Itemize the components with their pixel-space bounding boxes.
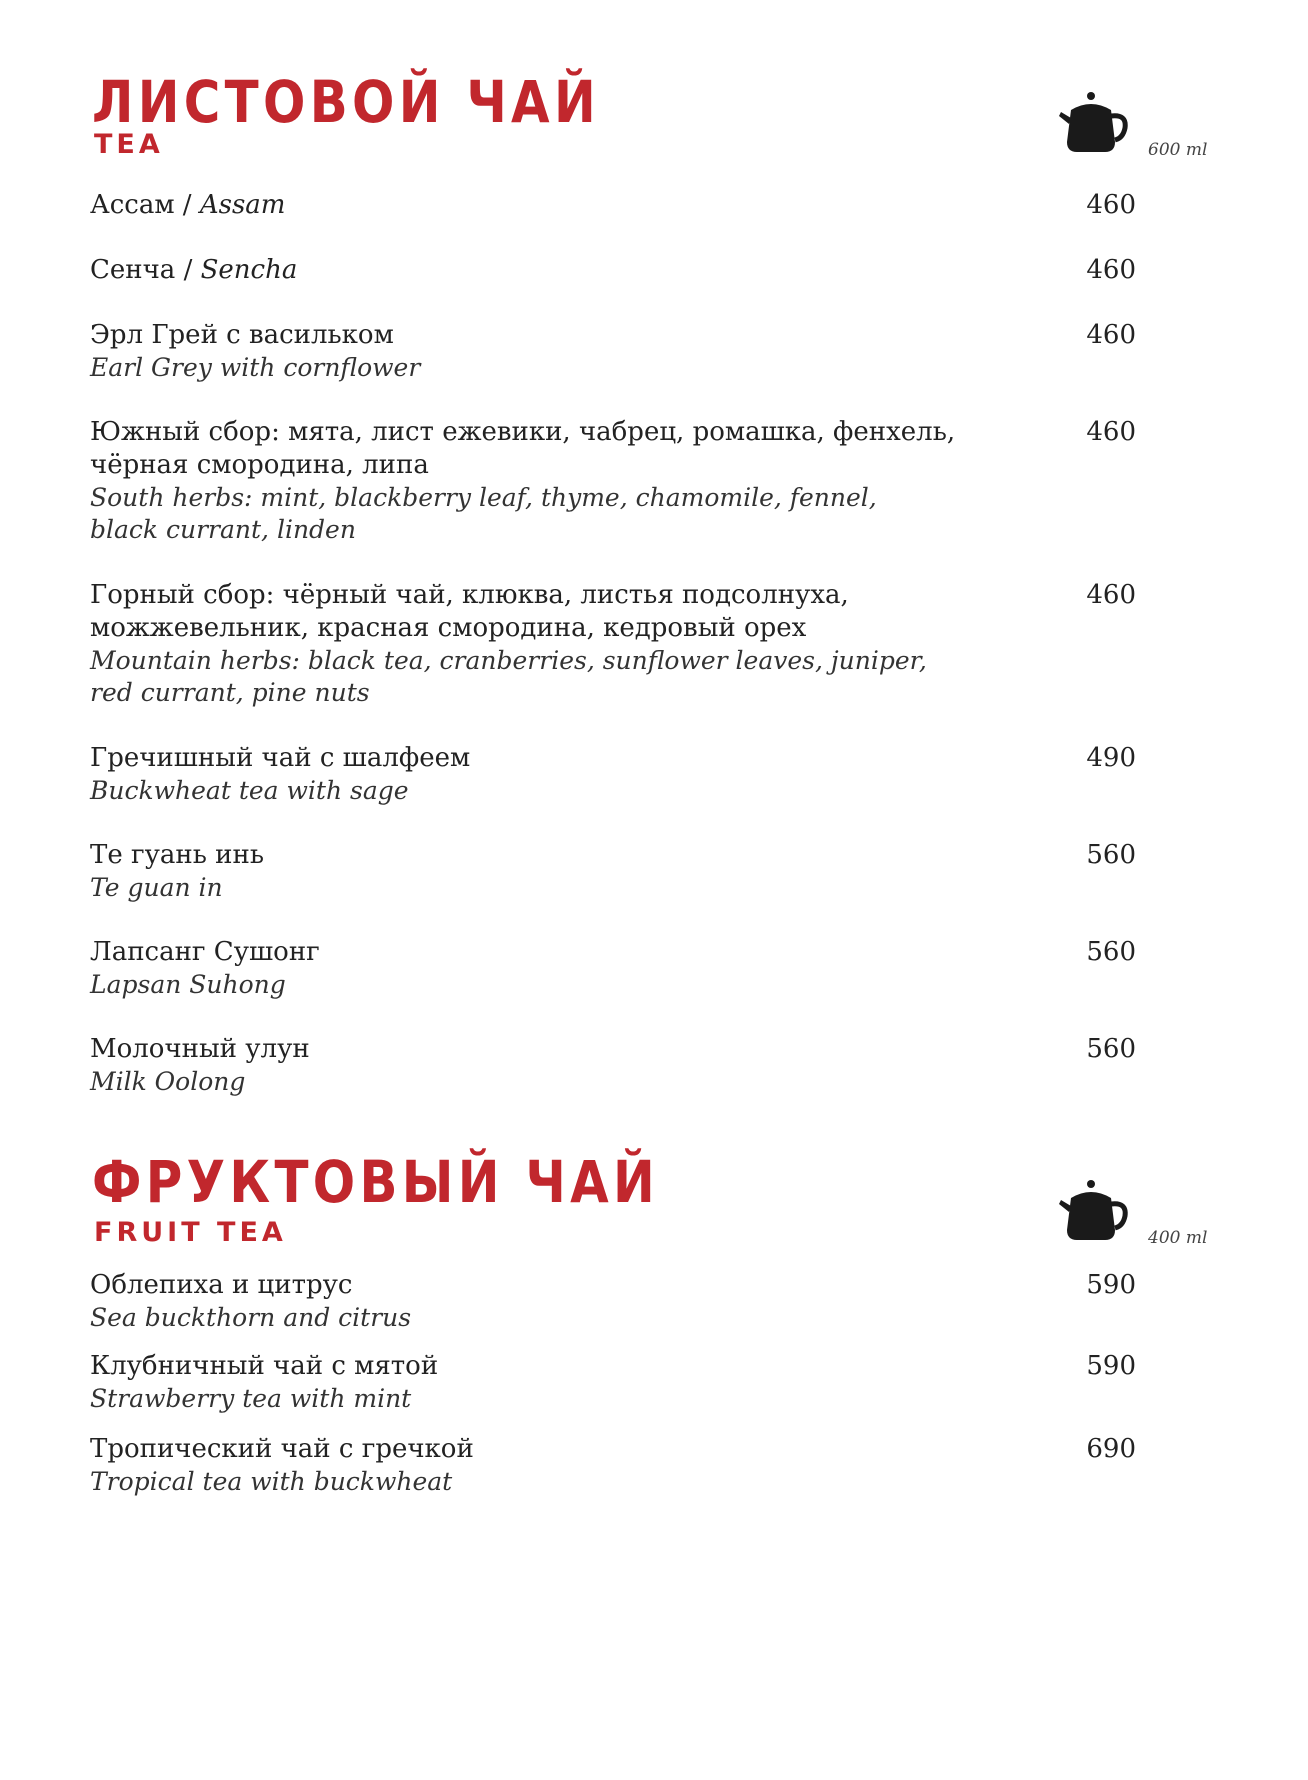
item-name: Лапсанг Сушонг	[90, 937, 320, 967]
menu-item	[90, 742, 1136, 807]
item-price: 460	[1086, 417, 1136, 447]
item-price: 560	[1086, 1034, 1136, 1064]
item-name-en: Milk Oolong	[90, 1067, 246, 1096]
item-alt-name: Assam	[199, 190, 286, 220]
item-price: 590	[1086, 1270, 1136, 1300]
item-price: 490	[1086, 743, 1136, 773]
menu-item	[90, 1433, 1136, 1498]
item-price: 590	[1086, 1351, 1136, 1381]
item-name-en: Strawberry tea with mint	[90, 1384, 412, 1413]
item-name: Клубничный чай с мятой	[90, 1351, 439, 1381]
item-name-en: Buckwheat tea with sage	[90, 776, 409, 805]
item-name-en: Sea buckthorn and citrus	[90, 1303, 412, 1332]
menu-item	[90, 579, 1136, 709]
item-price: 460	[1086, 320, 1136, 350]
item-alt-name: Sencha	[200, 255, 298, 285]
section-subtitle-fruit-tea: FRUIT TEA	[94, 1217, 287, 1248]
section-subtitle-tea: TEA	[94, 129, 164, 160]
menu-item: Ассам / Assam 460	[90, 190, 1136, 220]
teapot-icon	[1057, 90, 1129, 156]
item-name: Сенча	[90, 255, 176, 285]
volume-label: 400 ml	[1148, 1228, 1208, 1248]
menu-item	[90, 1350, 1136, 1415]
teapot-icon	[1057, 1178, 1129, 1244]
menu-item	[90, 1033, 1136, 1098]
item-name: Облепиха и цитрус	[90, 1270, 353, 1300]
item-price: 460	[1086, 580, 1136, 610]
item-name: Ассам	[90, 190, 175, 220]
item-price: 460	[1086, 255, 1136, 285]
item-name-en: Earl Grey with cornflower	[90, 353, 421, 382]
item-name-en: Mountain herbs: black tea, cranberries, sunflower leaves, juniper, red currant, pine nuts	[90, 646, 927, 707]
menu-item: Сенча / Sencha 460	[90, 255, 1136, 285]
item-name: Гречишный чай с шалфеем	[90, 743, 471, 773]
menu-item	[90, 839, 1136, 904]
section-title-fruit-tea: ФРУКТОВЫЙ ЧАЙ	[92, 1148, 660, 1216]
section-title-leaf-tea: ЛИСТОВОЙ ЧАЙ	[92, 68, 601, 136]
menu-item	[90, 319, 1136, 384]
item-price: 560	[1086, 937, 1136, 967]
menu-item	[90, 936, 1136, 1001]
item-name-en: Tropical tea with buckwheat	[90, 1467, 453, 1496]
item-name: Молочный улун	[90, 1034, 310, 1064]
item-price: 560	[1086, 840, 1136, 870]
item-price: 690	[1086, 1434, 1136, 1464]
item-name: Те гуань инь	[90, 840, 264, 870]
item-name-en: South herbs: mint, blackberry leaf, thyme, chamomile, fennel, black currant, linden	[90, 483, 877, 544]
menu-item	[90, 1269, 1136, 1334]
item-price: 460	[1086, 190, 1136, 220]
volume-label: 600 ml	[1148, 140, 1208, 160]
item-name: Южный сбор: мята, лист ежевики, чабрец, ромашка, фенхель, чёрная смородина, липа	[90, 417, 956, 480]
item-name: Тропический чай с гречкой	[90, 1434, 474, 1464]
item-name: Эрл Грей с васильком	[90, 320, 394, 350]
item-name-en: Lapsan Suhong	[90, 970, 286, 999]
menu-item	[90, 416, 1136, 546]
item-name-en: Te guan in	[90, 873, 223, 902]
item-name: Горный сбор: чёрный чай, клюква, листья подсолнуха, можжевельник, красная смородина, кедровый орех	[90, 580, 849, 643]
